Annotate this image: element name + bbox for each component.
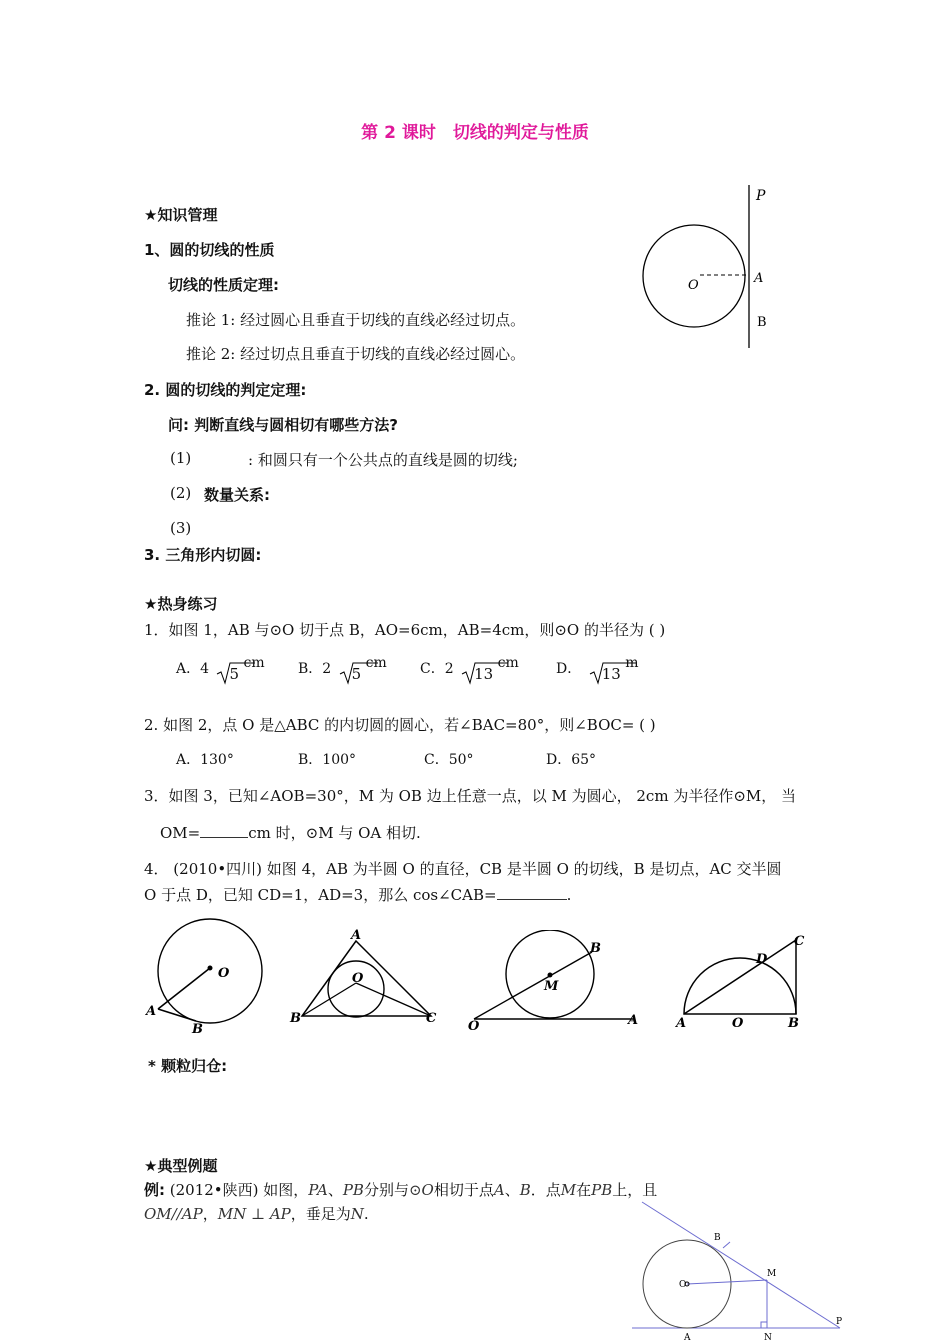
ex-label-B: B [714,1233,721,1243]
q1-choice-c: C．2 13 cm [420,655,519,683]
question: 问: 判断直线与圆相切有哪些方法? [168,416,398,434]
corollary-2: 推论 2: 经过切点且垂直于切线的直线必经过圆心。 [186,345,526,363]
method-2-num: (2) [170,484,192,502]
f1-label-B: B [192,1022,203,1037]
ex-label-A: A [684,1333,691,1343]
method-2-text: 数量关系: [204,486,270,504]
f2-label-C: C [426,1011,437,1026]
knowledge-heading: ★知识管理 [144,206,218,224]
tangent-figure [640,180,780,355]
f1-label-O: O [218,966,230,981]
answer-blank[interactable] [200,825,248,838]
f4-label-D: D [756,952,768,967]
f1-label-A: A [146,1004,157,1019]
ex-label-M: M [767,1269,777,1279]
fig-label-P: P [756,188,766,204]
figure-3 [462,930,647,1035]
fig-label-B: B [757,315,767,330]
ex-label-P: P [836,1317,843,1327]
example-line2: OM//AP，MN ⊥ AP，垂足为N. [144,1205,369,1223]
f3-label-M: M [544,979,559,994]
f2-label-A: A [351,928,362,943]
example-line1: 例: (2012•陕西) 如图，PA、PB分别与⊙O相切于点A、B．点M在PB上，且 [144,1181,658,1199]
q2-choice-a: A．130° [176,752,234,768]
ex-label-O: O [679,1280,687,1290]
fig-label-A: A [754,271,764,286]
section1-title: 1、圆的切线的性质 [144,241,275,259]
q2-choice-b: B．100° [298,752,357,768]
f2-label-O: O [352,971,364,986]
question-4-line2: O 于点 D，已知 CD=1，AD=3，那么 cos∠CAB= . [144,886,572,904]
fig-label-O: O [688,278,699,293]
q2-choice-d: D．65° [546,752,597,768]
figure-1 [140,915,270,1040]
q2-choice-c: C．50° [424,752,474,768]
method-1-text: : 和圆只有一个公共点的直线是圆的切线; [248,451,518,469]
question-1: 1．如图 1，AB 与⊙O 切于点 B，AO=6cm，AB=4cm，则⊙O 的半径为 ( ) [144,621,666,639]
method-3-num: (3) [170,519,192,537]
ex-label-N: N [764,1333,772,1343]
question-3-line1: 3．如图 3，已知∠AOB=30°，M 为 OB 边上任意一点，以 M 为圆心， 2cm 为半径作⊙M， 当 [144,787,797,805]
q1-choice-b: B．2 5 cm [298,655,387,683]
section3-title: 3. 三角形内切圆: [144,546,262,564]
answer-blank[interactable] [497,887,567,900]
f3-label-A: A [628,1013,639,1028]
question-4-line1: 4． (2010•四川) 如图 4，AB 为半圆 O 的直径，CB 是半圆 O 的切线，B 是切点，AC 交半圆 [144,860,782,878]
f3-label-O: O [468,1019,480,1034]
q1-choice-a: A．4 5 cm [176,655,265,683]
figure-4 [672,930,817,1035]
f4-label-B: B [788,1016,799,1031]
corollary-1: 推论 1: 经过圆心且垂直于切线的直线必经过切点。 [186,311,526,329]
f2-label-B: B [290,1011,301,1026]
q1-choice-d: D． 13 m [556,655,639,683]
f4-label-A: A [676,1016,687,1031]
warmup-heading: ★热身练习 [144,595,218,613]
question-3-line2: OM= cm 时，⊙M 与 OA 相切. [160,824,421,842]
section2-title: 2. 圆的切线的判定定理: [144,381,307,399]
figure-2 [286,925,446,1030]
method-1-num: (1) [170,449,192,467]
summary-heading: * 颗粒归仓: [148,1057,228,1075]
page-title: 第 2 课时 切线的判定与性质 [361,123,589,143]
f4-label-O: O [732,1016,744,1031]
example-heading: ★典型例题 [144,1157,218,1175]
section1-subtitle: 切线的性质定理: [168,276,279,294]
example-figure [628,1198,850,1344]
f4-label-C: C [794,934,805,949]
f3-label-B: B [590,941,601,956]
question-2: 2. 如图 2，点 O 是△ABC 的内切圆的圆心，若∠BAC=80°，则∠BOC= ( ) [144,716,656,734]
